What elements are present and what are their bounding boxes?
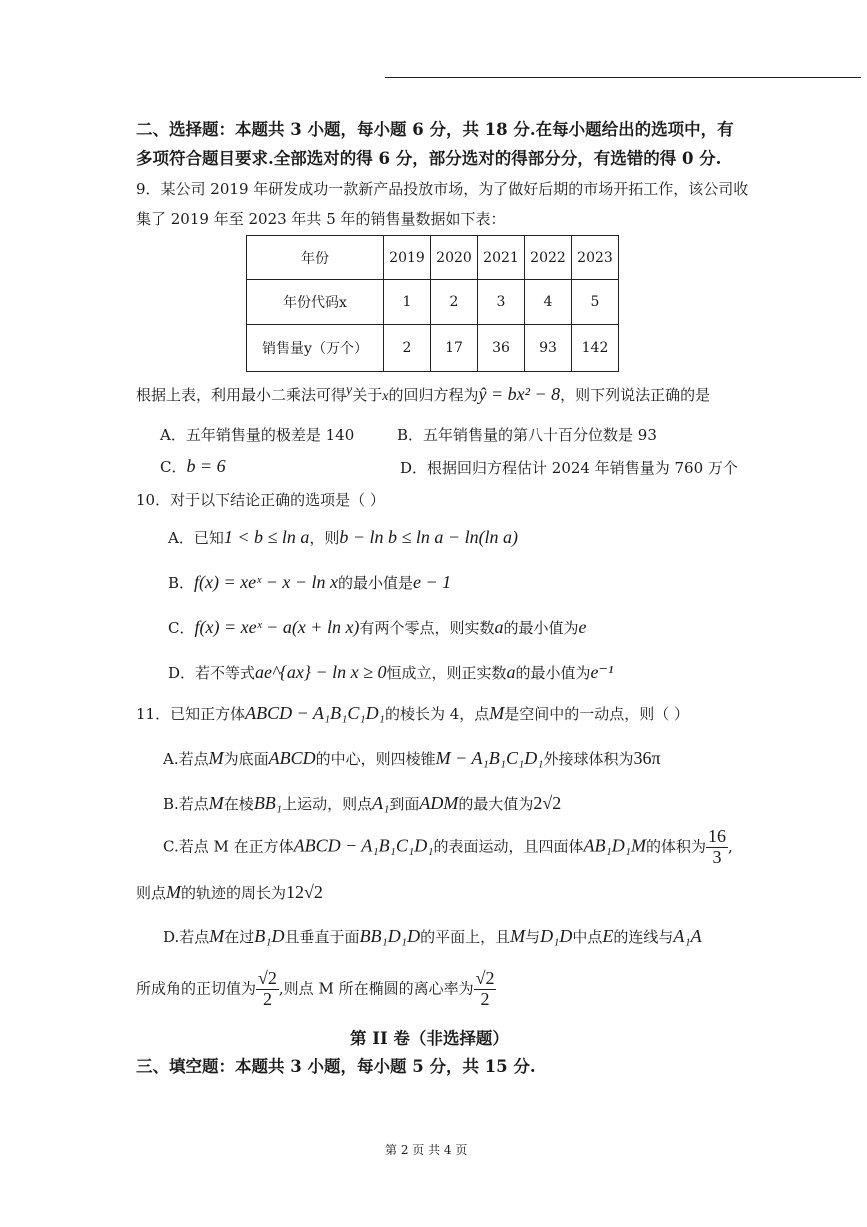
text-fragment: 在过 bbox=[224, 928, 255, 946]
q10-option-d bbox=[168, 662, 613, 683]
text-fragment: 为底面 bbox=[223, 750, 269, 768]
page-footer: 第 2 页 共 4 页 bbox=[385, 1143, 468, 1157]
text-fragment: 关于 bbox=[352, 386, 383, 404]
table-cell: 93 bbox=[525, 325, 572, 372]
text-fragment: 的最小值为 bbox=[503, 619, 579, 637]
text-fragment: 的最小值为 bbox=[515, 664, 591, 682]
option-math: AB₁D₁M bbox=[583, 835, 646, 856]
text-fragment: 有两个零点，则实数 bbox=[359, 619, 495, 637]
option-math: 12√2 bbox=[286, 882, 323, 902]
text-fragment: 的轨迹的周长为 bbox=[181, 884, 287, 902]
q9-stem-line1: 9．某公司 2019 年研发成功一款新产品投放市场，为了做好后期的市场开拓工作，该公司收 bbox=[136, 180, 749, 198]
table-cell: 17 bbox=[431, 325, 478, 372]
text-fragment: 的平面上，且 bbox=[420, 928, 511, 946]
table-cell: 2021 bbox=[478, 236, 525, 280]
option-math: BB₁ bbox=[253, 793, 283, 813]
q9-option-b: B．五年销售量的第八十百分位数是 93 bbox=[397, 426, 657, 444]
option-math: B₁D bbox=[254, 926, 285, 946]
q11-option-c: C.若点 M 在正方体ABCD − A₁B₁C₁D₁的表面运动，且四面体AB₁D₁M的体积为 $\frac{16}{3}$ , bbox=[163, 826, 733, 867]
var-m: M bbox=[510, 926, 526, 946]
table-cell: 4 bbox=[525, 280, 572, 325]
text-fragment: 在棱 bbox=[223, 795, 254, 813]
text-fragment: ，则下列说法正确的是 bbox=[560, 386, 711, 404]
option-math: M − A₁B₁C₁D₁ bbox=[435, 748, 544, 768]
section3-heading: 三、填空题：本题共 3 小题，每小题 5 分，共 15 分. bbox=[136, 1057, 536, 1076]
q11-stem bbox=[136, 703, 689, 724]
table-cell: 年份 bbox=[247, 236, 384, 280]
text-fragment: 到面 bbox=[389, 795, 420, 813]
var-m: M bbox=[489, 703, 505, 723]
var-a: a bbox=[506, 662, 516, 682]
var-e: E bbox=[602, 926, 614, 946]
option-math: A₁ bbox=[372, 793, 390, 813]
option-math: b − ln b ≤ ln a − ln(ln a) bbox=[339, 527, 519, 547]
text-fragment: 的连线与 bbox=[613, 928, 674, 946]
text-fragment: A．已知 bbox=[168, 529, 224, 547]
fraction-numerator: √2 bbox=[258, 968, 277, 988]
option-math: ae^{ax} − ln x ≥ 0 bbox=[255, 662, 387, 682]
option-math: f(x) = xeˣ − x − ln x bbox=[194, 572, 338, 592]
q10-option-a bbox=[168, 527, 518, 548]
text-fragment: 11．已知正方体 bbox=[136, 705, 246, 723]
option-math: e⁻¹ bbox=[590, 662, 614, 682]
option-math: ABCD bbox=[268, 748, 316, 768]
text-fragment: B.若点 bbox=[163, 795, 209, 813]
q11-option-c-line2 bbox=[136, 882, 323, 903]
table-cell: 142 bbox=[572, 325, 619, 372]
fraction bbox=[256, 969, 279, 1010]
table-cell: 5 bbox=[572, 280, 619, 325]
option-math: 2√2 bbox=[533, 793, 562, 813]
text-fragment: 恒成立，则正实数 bbox=[386, 664, 507, 682]
var-m: M bbox=[166, 882, 182, 902]
option-math: b = 6 bbox=[186, 456, 226, 476]
text-fragment: 的体积为 bbox=[645, 837, 706, 856]
text-fragment: D.若点 bbox=[163, 928, 210, 946]
text-fragment: 所成角的正切值为 bbox=[136, 979, 257, 998]
option-math: BB₁D₁D bbox=[359, 926, 421, 946]
q9-regression-line bbox=[136, 383, 710, 405]
q9-option-a: A．五年销售量的极差是 140 bbox=[160, 426, 355, 444]
var-m: M bbox=[208, 793, 224, 813]
table-cell: 36 bbox=[478, 325, 525, 372]
option-math: D₁D bbox=[540, 926, 573, 946]
table-cell: 2 bbox=[384, 325, 431, 372]
text-fragment: 上运动，则点 bbox=[282, 795, 373, 813]
text-fragment: 外接球体积为 bbox=[543, 750, 634, 768]
table-row bbox=[247, 236, 619, 280]
q10-option-b bbox=[168, 572, 451, 593]
text-fragment: 的棱长为 4，点 bbox=[384, 705, 490, 723]
fraction-numerator: 16 bbox=[707, 826, 726, 846]
fraction bbox=[474, 969, 497, 1010]
text-fragment: ,则点 M 所在椭圆的离心率为 bbox=[278, 979, 474, 998]
table-row bbox=[247, 280, 619, 325]
text-fragment: ，则 bbox=[309, 529, 340, 547]
text-fragment: 是空间中的一动点，则（ ） bbox=[504, 705, 690, 723]
option-math: e − 1 bbox=[413, 572, 452, 592]
table-cell: 1 bbox=[384, 280, 431, 325]
q11-option-d-line2 bbox=[136, 969, 496, 1010]
fraction bbox=[706, 827, 728, 868]
table-cell: 销售量y（万个） bbox=[247, 325, 384, 372]
q10-option-c bbox=[168, 617, 586, 638]
section2-line1: 二、选择题：本题共 3 小题，每小题 6 分，共 18 分.在每小题给出的选项中，有 bbox=[136, 120, 734, 139]
table-cell: 2 bbox=[431, 280, 478, 325]
text-fragment: D．若不等式 bbox=[168, 664, 256, 682]
fraction-denominator: 2 bbox=[262, 988, 272, 1009]
table-cell: 3 bbox=[478, 280, 525, 325]
regression-equation: ŷ = bx² − 8 bbox=[478, 384, 561, 404]
q9-option-d: D．根据回归方程估计 2024 年销售量为 760 万个 bbox=[400, 459, 738, 477]
text-fragment: 的中心，则四棱锥 bbox=[315, 750, 436, 768]
text-fragment: 的最大值为 bbox=[458, 795, 534, 813]
text-fragment: 的最小值是 bbox=[338, 574, 414, 592]
option-math: A₁A bbox=[673, 926, 702, 946]
q11-option-a bbox=[163, 748, 661, 769]
text-fragment: B． bbox=[168, 574, 195, 592]
section2-line2: 多项符合题目要求.全部选对的得 6 分，部分选对的得部分分，有选错的得 0 分. bbox=[136, 149, 722, 168]
table-cell: 年份代码x bbox=[247, 280, 384, 325]
q9-stem-line2: 集了 2019 年至 2023 年共 5 年的销售量数据如下表： bbox=[136, 210, 506, 228]
table-row bbox=[247, 325, 619, 372]
cube-name: ABCD − A₁B₁C₁D₁ bbox=[293, 835, 434, 856]
text-fragment: C． bbox=[168, 619, 195, 637]
option-math: e bbox=[578, 617, 587, 637]
part2-title: 第 II 卷（非选择题） bbox=[350, 1029, 509, 1048]
cube-name: ABCD − A₁B₁C₁D₁ bbox=[245, 703, 385, 723]
q11-option-b bbox=[163, 793, 561, 814]
text-fragment: 的表面运动，且四面体 bbox=[433, 837, 584, 856]
fraction-denominator: 2 bbox=[480, 988, 490, 1009]
sales-table bbox=[246, 235, 619, 372]
var-m: M bbox=[209, 926, 225, 946]
option-math: ADM bbox=[419, 793, 459, 813]
var-a: a bbox=[494, 617, 504, 637]
table-cell: 2022 bbox=[525, 236, 572, 280]
var-m: M bbox=[208, 748, 224, 768]
table-cell: 2023 bbox=[572, 236, 619, 280]
header-rule bbox=[385, 77, 861, 78]
q11-option-d bbox=[163, 926, 702, 947]
text-fragment: 与 bbox=[525, 928, 541, 946]
q9-option-c bbox=[160, 456, 226, 477]
text-fragment: A.若点 bbox=[163, 750, 209, 768]
option-math: f(x) = xeˣ − a(x + ln x) bbox=[194, 617, 360, 637]
fraction-numerator: √2 bbox=[475, 968, 495, 988]
option-label: C． bbox=[160, 458, 187, 476]
text-fragment: 且垂直于面 bbox=[284, 928, 360, 946]
fraction-denominator: 3 bbox=[712, 846, 722, 867]
q10-stem: 10．对于以下结论正确的选项是（ ） bbox=[136, 491, 385, 509]
table-cell: 2020 bbox=[431, 236, 478, 280]
var-y: y bbox=[346, 383, 353, 398]
option-math: 36π bbox=[633, 748, 661, 768]
text-fragment: C.若点 M 在正方体 bbox=[163, 837, 294, 856]
text-fragment: 的回归方程为 bbox=[388, 386, 479, 404]
text-fragment: 则点 bbox=[136, 884, 167, 902]
text-fragment: 根据上表，利用最小二乘法可得 bbox=[136, 386, 347, 404]
option-math: 1 < b ≤ ln a bbox=[223, 527, 310, 547]
text-fragment: 中点 bbox=[572, 928, 603, 946]
table-cell: 2019 bbox=[384, 236, 431, 280]
var-x: x bbox=[382, 389, 389, 404]
